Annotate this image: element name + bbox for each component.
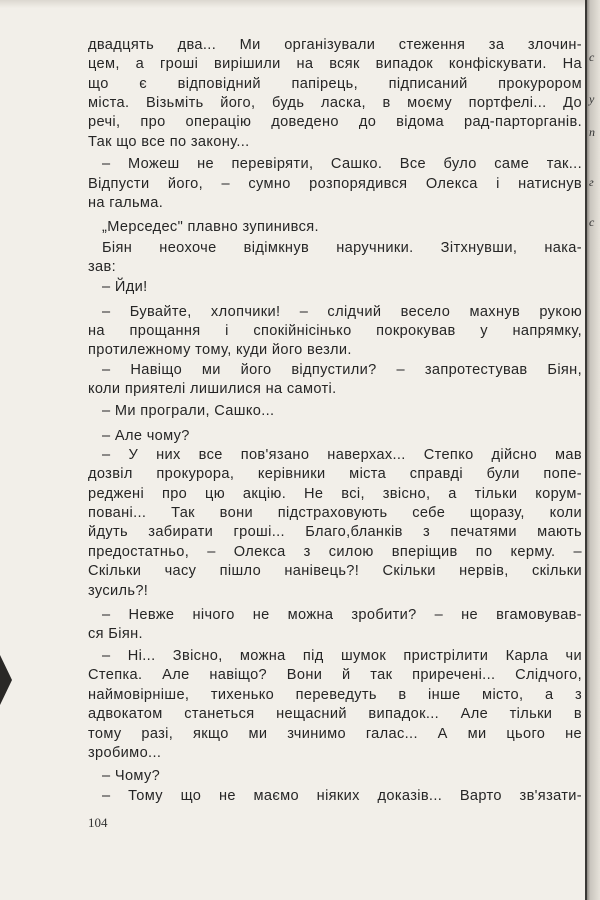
text-line: „Мерседес" плавно зупинився. (102, 219, 319, 235)
text-line: зусиль?! (88, 583, 149, 599)
page-number: 104 (88, 815, 108, 830)
text-line: – Йди! (102, 279, 148, 295)
text-line: речі, про операцію доведено до відома рад-парторганів. (88, 114, 582, 130)
bleed-letter: с (589, 50, 595, 64)
text-line: наймовірніше, тихенько переведуть в інше місто, а з (88, 687, 582, 703)
text-line: – Чому? (102, 768, 161, 784)
text-line: – Невже нічого не можна зробити? – не вгамовував- (102, 607, 582, 623)
text-line: – Ми програли, Сашко... (102, 403, 275, 419)
scan-artifact-mark (0, 655, 12, 705)
bleed-letter: п (589, 125, 595, 139)
text-line: предостатньо, – Олекса з силою вперіщив по керму. – (88, 544, 582, 560)
text-line: адвокатом станеться нещасний випадок... Але тільки в (88, 706, 582, 722)
text-line: – Навіщо ми його відпустили? – запротестував Біян, (102, 362, 582, 378)
text-line: йдуть забирати гроші... Благо,бланків з печатями мають (88, 524, 582, 540)
text-line: реджені про цю акцію. Не всі, звісно, а тільки корум- (88, 486, 582, 502)
text-line: двадцять два... Ми організували стеження за злочин- (88, 37, 582, 53)
text-line: – Можеш не перевіряти, Сашко. Все було саме так... (102, 156, 582, 172)
text-line: міста. Візьміть його, будь ласка, в моєму портфелі... До (88, 95, 582, 111)
text-line: Скільки часу пішло нанівець?! Скільки нервів, скільки (88, 563, 582, 579)
page-edge-line (585, 0, 587, 900)
text-line: цем, а гроші вирішили на всяк випадок конфіскувати. На (88, 56, 582, 72)
text-line: що є відповідний папірець, підписаний прокурором (88, 76, 582, 92)
text-line: на прощання і спокійнісінько покрокував у напрямку, (88, 323, 582, 339)
text-line: зробимо... (88, 745, 162, 761)
page-top-edge (0, 0, 600, 8)
text-line: ся Біян. (88, 626, 143, 642)
text-line: – У них все пов'язано наверхах... Степко дійсно мав (102, 447, 582, 463)
text-line: коли приятелі лишилися на самоті. (88, 381, 337, 397)
text-line: тому разі, якщо ми зчинимо галас... А ми цього не (88, 726, 582, 742)
bleed-letter: у (589, 92, 595, 106)
text-line: Біян неохоче відімкнув наручники. Зітхнувши, нака- (102, 240, 582, 256)
text-line: – Тому що не маємо ніяких доказів... Варто зв'язати- (102, 788, 582, 804)
bleed-letter: с (589, 215, 595, 229)
text-line: – Але чому? (102, 428, 190, 444)
text-line: протилежному тому, куди його везли. (88, 342, 352, 358)
text-line: дозвіл прокурора, керівники міста справді були попе- (88, 466, 582, 482)
text-line: – Ні... Звісно, можна під шумок пристрілити Карла чи (102, 648, 582, 664)
text-line: Степка. Але навіщо? Вони й так приречені... Слідчого, (88, 667, 582, 683)
text-line: повані... Так вони підстраховують себе щоразу, коли (88, 505, 582, 521)
text-line: зав: (88, 259, 117, 275)
bleed-letter: г (589, 175, 594, 189)
text-line: на гальма. (88, 195, 164, 211)
text-line: Відпусти його, – сумно розпорядився Олекса і натиснув (88, 176, 582, 192)
text-line: – Бувайте, хлопчики! – слідчий весело махнув рукою (102, 304, 582, 320)
text-line: Так що все по закону... (88, 134, 250, 150)
